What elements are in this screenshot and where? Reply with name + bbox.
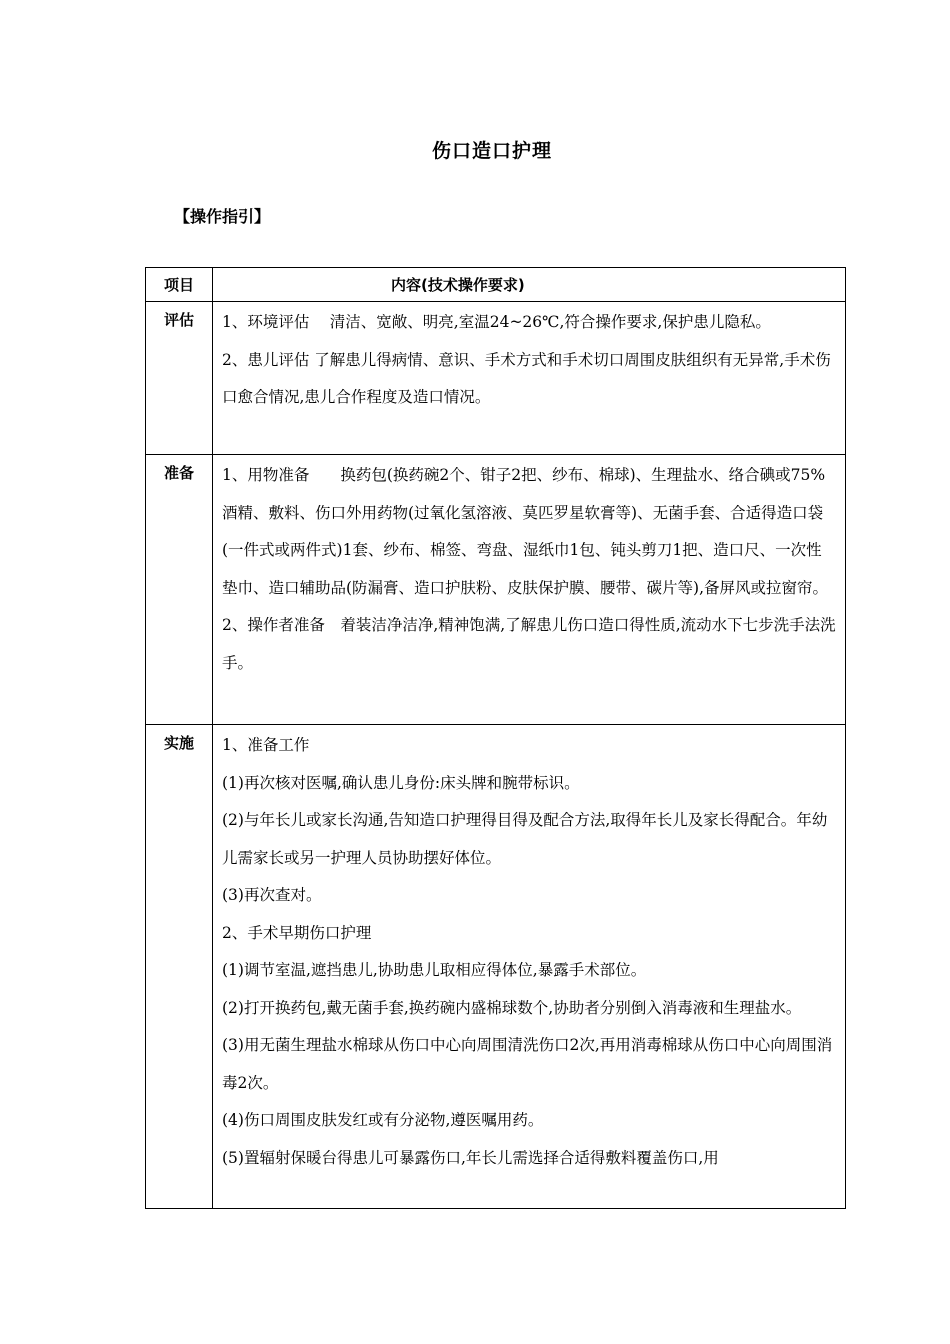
table-row: [146, 302, 846, 455]
content-paragraph: 1、环境评估 清洁、宽敞、明亮,室温24~26℃,符合操作要求,保护患儿隐私。: [222, 313, 771, 331]
row-content: [213, 725, 846, 1209]
row-content: [213, 455, 846, 725]
table-header-row: [146, 268, 846, 302]
row-label: 评估: [146, 302, 213, 455]
row-label: 实施: [146, 725, 213, 1209]
procedure-table: [145, 267, 846, 1209]
content-paragraph: (1)调节室温,遮挡患儿,协助患儿取相应得体位,暴露手术部位。: [222, 961, 647, 979]
content-paragraph: 1、准备工作: [222, 736, 310, 754]
content-paragraph: (5)置辐射保暖台得患儿可暴露伤口,年长儿需选择合适得敷料覆盖伤口,用: [222, 1148, 719, 1167]
content-paragraph: 1、用物准备 换药包(换药碗2个、钳子2把、纱布、棉球)、生理盐水、络合碘或75%酒精、敷料、伤口外用药物(过氧化氢溶液、莫匹罗星软膏等)、无菌手套、合适得造口袋(一件式或两件式)1套、纱布、棉签、弯盘、湿纸巾1包、钝头剪刀1把、造口尺、一次性垫巾、造口辅助品(防漏膏、造口护肤粉、皮肤保护膜、腰带、碳片等),备屏风或拉窗帘。: [222, 466, 829, 597]
content-paragraph: (2)打开换药包,戴无菌手套,换药碗内盛棉球数个,协助者分别倒入消毒液和生理盐水。: [222, 998, 802, 1017]
row-label: 准备: [146, 455, 213, 725]
header-content: 内容(技术操作要求): [213, 268, 846, 302]
content-paragraph: 2、患儿评估 了解患儿得病情、意识、手术方式和手术切口周围皮肤组织有无异常,手术伤口愈合情况,患儿合作程度及造口情况。: [222, 350, 831, 406]
content-paragraph: 2、操作者准备 着装洁净洁净,精神饱满,了解患儿伤口造口得性质,流动水下七步洗手法洗手。: [222, 616, 836, 672]
section-heading: 【操作指引】: [174, 207, 271, 226]
content-paragraph: (4)伤口周围皮肤发红或有分泌物,遵医嘱用药。: [222, 1111, 544, 1129]
table-row: [146, 455, 846, 725]
content-paragraph: (3)用无菌生理盐水棉球从伤口中心向周围清洗伤口2次,再用消毒棉球从伤口中心向周围消毒2次。: [222, 1036, 833, 1092]
table-row: [146, 725, 846, 1209]
row-content: [213, 302, 846, 455]
header-item: 项目: [146, 268, 213, 302]
content-paragraph: (3)再次查对。: [222, 886, 322, 904]
content-paragraph: 2、手术早期伤口护理: [222, 923, 372, 942]
content-paragraph: (1)再次核对医嘱,确认患儿身份:床头牌和腕带标识。: [222, 773, 580, 792]
content-paragraph: (2)与年长儿或家长沟通,告知造口护理得目得及配合方法,取得年长儿及家长得配合。年幼儿需家长或另一护理人员协助摆好体位。: [222, 811, 828, 867]
page-title: 伤口造口护理: [431, 140, 552, 162]
